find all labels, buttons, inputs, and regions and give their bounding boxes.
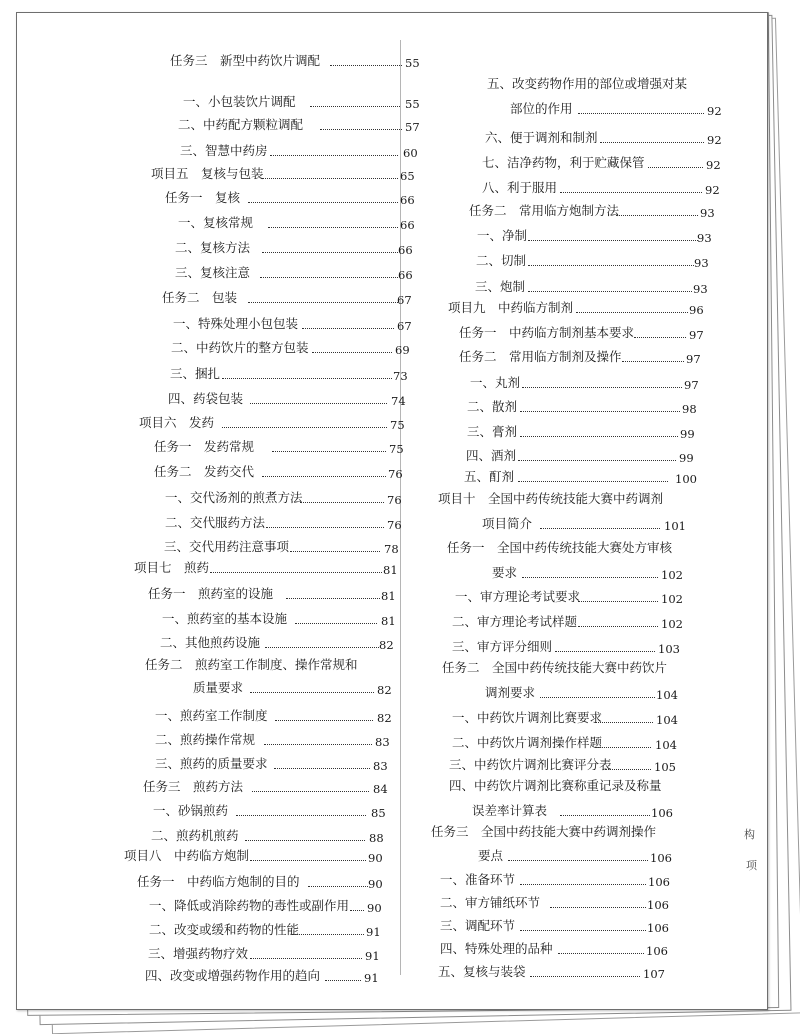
toc-entry-title: 二、中药饮片的整方包装 [171, 340, 309, 355]
toc-entry-title: 项目十 全国中药传统技能大赛中药调剂 [438, 491, 664, 506]
toc-entry-title: 五、酊剂 [464, 469, 515, 484]
toc-page-number: 98 [682, 402, 697, 416]
toc-entry-title: 三、调配环节 [440, 918, 516, 933]
toc-entry-title: 任务一 全国中药传统技能大赛处方审核 [447, 540, 673, 555]
toc-page-number: 102 [661, 592, 683, 606]
toc-page-number: 106 [650, 851, 672, 865]
toc-page-number: 66 [398, 268, 413, 282]
toc-page-number: 106 [648, 875, 670, 889]
toc-page-number: 91 [366, 925, 381, 939]
toc-entry-title: 项目简介 [482, 516, 533, 531]
toc-page-number: 78 [384, 542, 399, 556]
toc-entry-title: 二、切制 [476, 253, 527, 268]
toc-entry-title: 二、中药配方颗粒调配 [178, 117, 304, 132]
toc-entry-title: 四、中药饮片调剂比赛称重记录及称量 [449, 778, 662, 793]
toc-entry-title: 任务二 常用临方炮制方法 [469, 203, 620, 218]
toc-entry-title: 二、煎药机煎药 [151, 828, 239, 843]
toc-page-number: 93 [700, 206, 715, 220]
toc-page-number: 76 [388, 467, 403, 481]
toc-entry-title: 四、酒剂 [466, 448, 517, 463]
toc-entry-title: 五、复核与装袋 [438, 964, 526, 979]
toc-entry-title: 一、砂锅煎药 [153, 803, 229, 818]
toc-entry-title: 四、改变或增强药物作用的趋向 [145, 968, 321, 983]
toc-page-number: 60 [403, 146, 418, 160]
toc-entry-title: 任务二 发药交代 [154, 464, 255, 479]
toc-entry-title: 一、特殊处理小包包装 [173, 316, 299, 331]
toc-entry-title: 一、复核常规 [178, 215, 254, 230]
toc-entry-title: 二、交代服药方法 [165, 515, 266, 530]
toc-entry-title: 一、丸剂 [470, 375, 521, 390]
toc-page-number: 92 [707, 104, 722, 118]
toc-page-number: 92 [705, 183, 720, 197]
toc-entry-title: 三、膏剂 [467, 424, 518, 439]
toc-page-number: 99 [679, 451, 694, 465]
toc-entry-title: 任务一 发药常规 [154, 439, 255, 454]
toc-entry-title: 任务二 全国中药传统技能大赛中药饮片 [442, 660, 668, 675]
toc-page-number: 91 [364, 971, 379, 985]
toc-page-number: 90 [367, 901, 382, 915]
toc-entry-title: 一、交代汤剂的煎煮方法 [165, 490, 303, 505]
toc-page-number: 84 [373, 782, 388, 796]
toc-page-number: 101 [664, 519, 686, 533]
toc-entry-title: 一、准备环节 [440, 872, 516, 887]
toc-page-number: 75 [390, 418, 405, 432]
toc-page-number: 104 [655, 738, 677, 752]
toc-entry-title: 二、其他煎药设施 [160, 635, 261, 650]
toc-entry-title: 一、净制 [477, 228, 528, 243]
toc-page-number: 82 [377, 711, 392, 725]
toc-page-number: 90 [368, 877, 383, 891]
toc-entry-title: 二、审方铺纸环节 [440, 895, 541, 910]
toc-page-number: 66 [398, 243, 413, 257]
toc-entry-title: 部位的作用 [510, 101, 573, 116]
toc-page-number: 81 [381, 614, 396, 628]
toc-page-number: 66 [400, 193, 415, 207]
toc-entry-title: 任务一 煎药室的设施 [148, 586, 274, 601]
toc-page-number: 66 [400, 218, 415, 232]
toc-entry-title: 七、洁净药物，利于贮藏保管 [482, 155, 645, 170]
toc-page-number: 81 [381, 589, 396, 603]
toc-page-number: 106 [647, 898, 669, 912]
toc-page-number: 106 [651, 806, 673, 820]
toc-entry-title: 三、炮制 [475, 279, 526, 294]
toc-entry-title: 误差率计算表 [472, 803, 548, 818]
toc-entry-title: 二、改变或缓和药物的性能 [149, 922, 300, 937]
toc-page-number: 88 [369, 831, 384, 845]
toc-page-number: 106 [647, 921, 669, 935]
toc-page-number: 65 [400, 169, 415, 183]
toc-page-number: 92 [707, 133, 722, 147]
toc-entry-title: 三、复核注意 [175, 265, 251, 280]
toc-entry-title: 任务一 中药临方制剂基本要求 [459, 325, 635, 340]
toc-entry-title: 三、智慧中药房 [180, 143, 268, 158]
toc-page-number: 100 [675, 472, 697, 486]
toc-entry-title: 二、中药饮片调剂操作样题 [452, 735, 603, 750]
toc-entry-title: 一、煎药室工作制度 [155, 708, 268, 723]
toc-entry-title: 一、中药饮片调剂比赛要求 [452, 710, 603, 725]
toc-page-number: 76 [387, 493, 402, 507]
toc-entry-title: 五、改变药物作用的部位或增强对某 [487, 76, 688, 91]
toc-entry-title: 任务二 常用临方制剂及操作 [459, 349, 622, 364]
next-page-glyph: 构 [744, 828, 755, 841]
toc-entry-title: 调剂要求 [485, 685, 536, 700]
toc-page-number: 90 [368, 851, 383, 865]
toc-entry-title: 任务一 中药临方炮制的目的 [137, 874, 300, 889]
toc-entry-title: 一、小包装饮片调配 [183, 94, 296, 109]
toc-entry-title: 八、利于服用 [482, 180, 558, 195]
toc-entry-title: 项目七 煎药 [134, 560, 210, 575]
toc-page-number: 57 [405, 120, 420, 134]
toc-entry-title: 三、审方评分细则 [452, 639, 553, 654]
toc-page-number: 75 [389, 442, 404, 456]
toc-page-number: 83 [373, 759, 388, 773]
toc-page-number: 73 [393, 369, 408, 383]
toc-page-number: 92 [706, 158, 721, 172]
toc-entry-title: 任务一 复核 [165, 190, 241, 205]
toc-page-number: 83 [375, 735, 390, 749]
toc-page-number: 85 [371, 806, 386, 820]
toc-page-number: 93 [697, 231, 712, 245]
toc-page-number: 69 [395, 343, 410, 357]
toc-page-number: 82 [379, 638, 394, 652]
toc-page-number: 93 [694, 256, 709, 270]
toc-entry-title: 四、特殊处理的品种 [440, 941, 553, 956]
toc-page-number: 105 [654, 760, 676, 774]
toc-page-number: 82 [377, 683, 392, 697]
toc-entry-title: 项目五 复核与包装 [151, 166, 264, 181]
toc-entry-title: 任务三 新型中药饮片调配 [170, 53, 321, 68]
toc-page-number: 55 [405, 97, 420, 111]
toc-entry-title: 四、药袋包装 [168, 391, 244, 406]
toc-page-number: 103 [658, 642, 680, 656]
toc-page-number: 81 [383, 563, 398, 577]
toc-entry-title: 二、复核方法 [175, 240, 251, 255]
toc-entry-title: 三、煎药的质量要求 [155, 756, 268, 771]
toc-entry-title: 一、煎药室的基本设施 [162, 611, 288, 626]
toc-page-number: 97 [684, 378, 699, 392]
toc-entry-title: 项目六 发药 [139, 415, 215, 430]
toc-entry-title: 二、散剂 [467, 399, 518, 414]
toc-page-number: 96 [689, 303, 704, 317]
toc-page-number: 102 [661, 617, 683, 631]
toc-page-number: 55 [405, 56, 420, 70]
toc-entry-title: 任务二 包装 [162, 290, 238, 305]
toc-entry-title: 一、降低或消除药物的毒性或副作用 [149, 898, 350, 913]
toc-page-number: 97 [686, 352, 701, 366]
toc-page-number: 106 [646, 944, 668, 958]
toc-entry-title: 要求 [492, 565, 518, 580]
toc-page-number: 91 [365, 949, 380, 963]
toc-entry-title: 二、煎药操作常规 [155, 732, 256, 747]
toc-entry-title: 一、审方理论考试要求 [455, 589, 581, 604]
toc-entry-title: 要点 [478, 848, 504, 863]
next-page-glyph: 项 [746, 859, 757, 872]
toc-entry-title: 三、捆扎 [170, 366, 221, 381]
toc-entry-title: 项目八 中药临方炮制 [124, 848, 250, 863]
toc-page-number: 74 [391, 394, 406, 408]
toc-page-number: 97 [689, 328, 704, 342]
toc-entry-title: 六、便于调剂和制剂 [485, 130, 598, 145]
toc-entry-title: 二、审方理论考试样题 [452, 614, 578, 629]
toc-entry-title: 任务二 煎药室工作制度、操作常规和 [145, 657, 358, 672]
toc-page-number: 93 [693, 282, 708, 296]
toc-page-number: 104 [656, 713, 678, 727]
toc-page-number: 102 [661, 568, 683, 582]
toc-page-number: 76 [387, 518, 402, 532]
toc-page-number: 107 [643, 967, 665, 981]
toc-page-number: 104 [656, 688, 678, 702]
toc-entry-title: 三、交代用药注意事项 [164, 539, 290, 554]
toc-page-number: 99 [680, 427, 695, 441]
toc-entry-title: 项目九 中药临方制剂 [448, 300, 574, 315]
toc-entry-title: 质量要求 [193, 680, 244, 695]
toc-page-number: 67 [397, 293, 412, 307]
toc-entry-title: 三、增强药物疗效 [148, 946, 249, 961]
toc-entry-title: 任务三 全国中药技能大赛中药调剂操作 [431, 824, 657, 839]
toc-page-number: 67 [397, 319, 412, 333]
toc-entry-title: 三、中药饮片调剂比赛评分表 [449, 757, 612, 772]
toc-entry-title: 任务三 煎药方法 [143, 779, 244, 794]
